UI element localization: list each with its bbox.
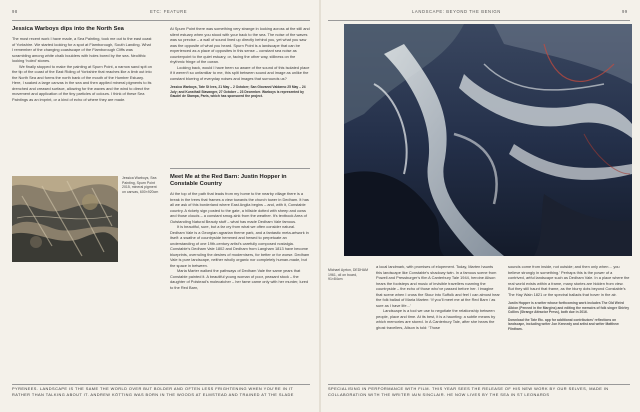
footer-rule-left <box>12 384 310 385</box>
article-divider <box>170 168 310 169</box>
paragraph: sounds come from inside, not outside; and then only when… you believe strongly in something.’ Perhaps this is the power of a contrived, artful landscape such as Dedham Vale. In a place where the real world exists within a frame, many stories are hidden from view. But they still haunt that frame, as the blurry dots beyond Constable’s The Hay Wain 1821 or the spectral ballads that hover in the air. <box>508 264 630 297</box>
app-note: Download the Tate Etc. app for additional contributors’ reflections on landscape, including writer Jon Kennedy and artist and writer Matthew Flintham. <box>508 317 619 331</box>
header-rule-right <box>328 20 630 21</box>
article-hopper <box>170 174 310 290</box>
paragraph: At Spurn Point there was something very strange in looking across at the still and silent estuary when you stood with your back to the sea. The noise of the waves was so precise – a wall of sound lined up directly behind you, yet what you saw was the opposite of what you heard. Spurn Point is a landscape that can be experienced as a place of opposites in this sense – constant sea noise as counterpoint to the quiet estuary, or, facing the other way, stillness on the rhythmic fringe of the ocean. <box>170 26 310 64</box>
article-title-hopper: Meet Me at the Red Barn: Justin Hopper in Constable Country <box>170 174 287 187</box>
paragraph: Maria Marter walked the pathways of Dedham Vale the same years that Constable painted it. A beautiful young woman of poor, peasant stock – the daughter of Polstead’s molecatcher – her fame came only with her murder, lured to the Red Barn, <box>170 268 309 290</box>
exhibition-credit: Jessica Warboys, Tate St Ives, 21 May – 2 October; San Giovanni Valdarno 25 May – 24 July; and Kunsthall Stavanger, 27 October – 23 December. Warboys is represented by Gaudel de Stampa, Paris, which has sponsored the project. <box>170 85 306 99</box>
page-number-left: 98 <box>12 9 18 14</box>
paragraph: It is beautiful, sure, but a far cry from what we often consider natural. Dedham Vale is a Georgian agrarian theme park, and a fantastic meta-artwork in itself: a swathe of countryside hemmed and hewed to perpetuate an understanding of one 19th-century artist’s carefully composed nostalgia. Constable’s Dedham Vale 1802 and Dedham from Langham 1813 have become blueprints, overruling the desires of modernisers, for better or for worse. Dedham Vale is pure landscape, neither wholly organic nor completely human-made, but the space in between. <box>170 224 310 268</box>
dedham-painting-image <box>344 24 632 256</box>
paragraph: We finally stopped to make the painting at Spurn Point, a narrow sand spit on the tip of the coast of the East Riding of Yorkshire that reaches like a limb out into the North Sea and forms the north bank of the mouth of the Humber Estuary. Here, I soaked a large canvas in the sea and then applied mineral pigments to its drenched and creased surface, allowing for the waves and the wind to direct the movement and application of the tiny particles of colours. I think of these Sea Paintings as an imprint, or a kind of echo of where they are made. <box>12 63 152 102</box>
header-rule-left <box>12 20 310 21</box>
paragraph: At the top of the path that leads from my home to the nearby village there is a break in the trees that frames a view towards the church tower in Dedham. It has all we ask of this borderland where East Anglia begins – and, with it, Constable country. A rickety sign posted to the gate, a hillside dotted with sheep and cows and those clouds – a constant smog-sink from the weather. It’s textbook Area of Outstanding Natural Beauty stuff – what has made Dedham Vale famous. <box>170 191 309 224</box>
running-footer-right: SPECIALISING IN PERFORMANCE WITH FILM. THIS YEAR SEES THE RELEASE OF HIS NEW WORK BY OUR SELVES, MADE IN COLLABORATION WITH THE WRITER IAIN SINCLAIR. HE NOW LIVES BY THE SEA IN ST LEONARDS <box>328 386 609 398</box>
article-warboys-col2 <box>170 26 310 99</box>
right-page <box>320 0 640 412</box>
dedham-painting-caption: Michael Ayrton, DEDHAM 1961, oil on board, 91×84cm <box>328 268 369 282</box>
sea-painting-caption: Jessica Warboys, Sea Painting, Spurn Point 2015, mineral pigment on canvas, 600×920cm <box>122 176 159 194</box>
sea-painting-image <box>12 176 118 262</box>
page-number-right: 99 <box>622 9 628 14</box>
section-label-right: LANDSCAPE: BEYOND THE BENIGN <box>412 9 501 14</box>
footer-rule-right <box>328 384 630 385</box>
article-hopper-col3 <box>376 264 500 330</box>
author-bio: Justin Hopper is a writer whose forthcoming work includes The Old Weird Albion (Penned in the Margins) and editing the memoirs of folk singer Shirley Collins (Strange Attractor Press), both due in 2016. <box>508 301 630 315</box>
paragraph: Landscape is a tool we use to negotiate the relationship between people, place and time. At its best, it is a haunting: a subtle means by which memories are stored. In A Canterbury Tale, after she hears the ghost travellers, Alison is told: ‘Those <box>376 308 496 330</box>
article-warboys-col1 <box>12 26 152 102</box>
paragraph: The most recent work I have made, a Sea Painting, took me out to the east coast of Yorkshire. We started looking for a spot at Flamborough, South Landing. What I remember of the changing coastscape of the Flamborough Cliffs was scrambling among white chalk boulders with holes bored by the sea. Neolithic looking ‘holed’ stones. <box>12 36 152 63</box>
paragraph: a local landmark, with promises of elopement. Today, Marten haunts this landscape like Constable’s shadowy twin. In a famous scene from Powell and Pressburger’s film A Canterbury Tale 1944, heroine Alison hears the footsteps and music of invisible travellers roaming the countryside – the echo of those who’ve passed before her. I imagine that scene when I cross the Stour into Suffolk and feel I can almost hear the folk ballad of Maria Marten: ‘If you’ll meet me at the Red Barn / as sure as I have life…’ <box>376 264 500 308</box>
article-hopper-col4 <box>508 264 630 332</box>
article-title-warboys: Jessica Warboys dips into the North Sea <box>12 26 124 32</box>
section-label-left: ETC: FEATURE <box>150 9 188 14</box>
running-footer-left: PYRENEES. LANDSCAPE IS THE SAME THE WORLD OVER BUT BOLDER AND OFTEN LESS FRIGHTENING WHEN YOU’RE IN IT RATHER THAN TALKING ABOUT IT. ANDREW KÖTTING WAS BORN IN THE WOODS AT ELMSTEAD AND TRAINED AT THE SLADE <box>12 386 294 398</box>
paragraph: Looking back, would I have been so aware of the sound of this isolated place if it weren’t so unfamiliar to me, this split between sound and image as unlike the constant blurring of everyday noises and images that surrounds us? <box>170 64 310 81</box>
